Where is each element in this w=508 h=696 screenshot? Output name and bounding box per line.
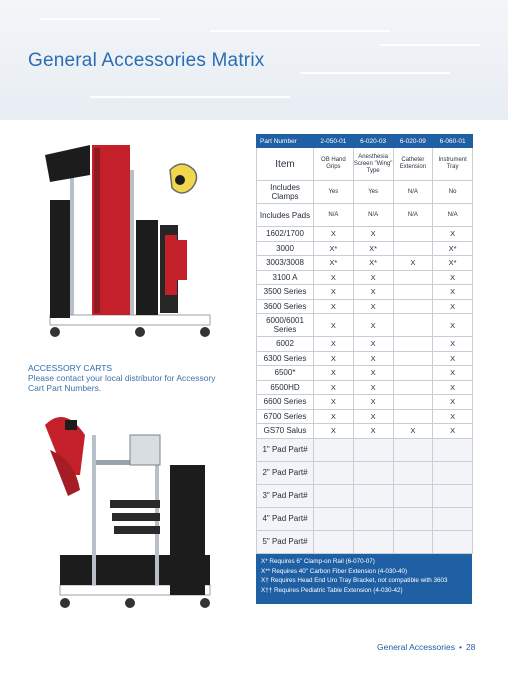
matrix-cell bbox=[433, 438, 473, 461]
matrix-cell: N/A bbox=[393, 204, 433, 227]
table-row bbox=[257, 438, 473, 461]
matrix-cell: X bbox=[314, 366, 354, 381]
matrix-cell bbox=[353, 530, 393, 553]
matrix-cell bbox=[393, 438, 433, 461]
matrix-cell bbox=[393, 530, 433, 553]
part-number-row bbox=[257, 135, 473, 148]
matrix-cell: X* bbox=[433, 241, 473, 256]
matrix-cell: Yes bbox=[314, 181, 354, 204]
table-row bbox=[257, 337, 473, 352]
table-row bbox=[257, 380, 473, 395]
row-label: 6300 Series bbox=[257, 351, 314, 366]
row-label: 3600 Series bbox=[257, 299, 314, 314]
footnote: X** Requires 40" Carbon Fiber Extension (4-030-40) bbox=[261, 567, 408, 575]
matrix-cell: X bbox=[433, 366, 473, 381]
matrix-cell bbox=[393, 270, 433, 285]
matrix-cell: X bbox=[433, 270, 473, 285]
matrix-cell: X bbox=[433, 337, 473, 352]
matrix-cell bbox=[353, 484, 393, 507]
matrix-cell: X bbox=[393, 256, 433, 271]
matrix-cell: X bbox=[314, 351, 354, 366]
matrix-cell: N/A bbox=[393, 181, 433, 204]
matrix-cell: X bbox=[314, 285, 354, 300]
accessory-cart-image-2 bbox=[30, 405, 230, 627]
row-label: 6500* bbox=[257, 366, 314, 381]
item-name-cell: Catheter Extension bbox=[393, 148, 433, 181]
matrix-cell bbox=[393, 409, 433, 424]
table-row bbox=[257, 409, 473, 424]
matrix-cell bbox=[393, 380, 433, 395]
row-label: 6000/6001 Series bbox=[257, 314, 314, 337]
matrix-cell bbox=[314, 461, 354, 484]
table-row bbox=[257, 314, 473, 337]
table-row bbox=[257, 461, 473, 484]
footnote: X†† Requires Pediatric Table Extension (4-030-42) bbox=[261, 586, 403, 594]
matrix-cell: X bbox=[393, 424, 433, 439]
matrix-cell: X bbox=[314, 299, 354, 314]
matrix-cell bbox=[353, 438, 393, 461]
matrix-cell bbox=[433, 461, 473, 484]
matrix-cell bbox=[393, 299, 433, 314]
row-label: 3003/3008 bbox=[257, 256, 314, 271]
matrix-cell: X bbox=[353, 314, 393, 337]
matrix-cell: X bbox=[353, 351, 393, 366]
row-label: 6002 bbox=[257, 337, 314, 352]
footnote: X† Requires Head End Uro Tray Bracket, not compatible with 3603 bbox=[261, 577, 448, 584]
matrix-cell: X bbox=[353, 337, 393, 352]
part-number-cell: 6-020-03 bbox=[353, 135, 393, 148]
matrix-cell bbox=[393, 484, 433, 507]
matrix-cell: X bbox=[433, 424, 473, 439]
matrix-cell bbox=[314, 530, 354, 553]
table-row bbox=[257, 366, 473, 381]
table-row bbox=[257, 299, 473, 314]
matrix-cell: X bbox=[353, 395, 393, 410]
table-row bbox=[257, 241, 473, 256]
matrix-cell: X bbox=[314, 227, 354, 242]
row-label: GS70 Salus bbox=[257, 424, 314, 439]
page-number: 28 bbox=[465, 642, 476, 652]
table-row bbox=[257, 530, 473, 553]
matrix-cell bbox=[393, 461, 433, 484]
matrix-cell: X bbox=[433, 395, 473, 410]
page-footer bbox=[377, 642, 475, 652]
matrix-cell bbox=[393, 314, 433, 337]
matrix-cell bbox=[393, 241, 433, 256]
matrix-cell: X bbox=[314, 409, 354, 424]
matrix-cell: X bbox=[314, 314, 354, 337]
matrix-cell: N/A bbox=[314, 204, 354, 227]
matrix-cell: X bbox=[433, 351, 473, 366]
table-row bbox=[257, 270, 473, 285]
item-label: Item bbox=[257, 148, 314, 181]
matrix-cell bbox=[433, 507, 473, 530]
row-label: 6700 Series bbox=[257, 409, 314, 424]
item-name-cell: Anesthesia Screen "Wing" Type bbox=[353, 148, 393, 181]
item-name-cell: OB Hand Grips bbox=[314, 148, 354, 181]
matrix-cell: X bbox=[433, 380, 473, 395]
matrix-cell: X bbox=[353, 424, 393, 439]
matrix-cell bbox=[353, 461, 393, 484]
row-label: Includes Clamps bbox=[257, 181, 314, 204]
part-number-label: Part Number bbox=[257, 135, 314, 148]
item-name-cell: Instrument Tray bbox=[433, 148, 473, 181]
matrix-cell: N/A bbox=[353, 204, 393, 227]
matrix-cell: X bbox=[314, 380, 354, 395]
caption-title: ACCESSORY CARTS bbox=[28, 363, 113, 373]
table-row bbox=[257, 204, 473, 227]
matrix-cell: X bbox=[433, 314, 473, 337]
matrix-cell: X bbox=[314, 270, 354, 285]
matrix-cell: X* bbox=[353, 241, 393, 256]
matrix-cell: X* bbox=[433, 256, 473, 271]
footnote: X* Requires 6" Clamp-on Rail (6-070-07) bbox=[261, 558, 375, 565]
matrix-cell: X bbox=[314, 424, 354, 439]
matrix-cell bbox=[314, 484, 354, 507]
matrix-cell bbox=[393, 395, 433, 410]
matrix-cell: X bbox=[433, 299, 473, 314]
matrix-cell: X* bbox=[314, 256, 354, 271]
matrix-cell: X bbox=[353, 299, 393, 314]
matrix-cell: X bbox=[353, 227, 393, 242]
page-title: General Accessories Matrix bbox=[28, 50, 265, 71]
part-number-cell: 6-060-01 bbox=[433, 135, 473, 148]
footer-section: General Accessories bbox=[377, 642, 455, 652]
table-row bbox=[257, 181, 473, 204]
matrix-cell bbox=[393, 507, 433, 530]
caption-text: Please contact your local distributor for Accessory Cart Part Numbers. bbox=[28, 373, 216, 393]
matrix-cell: X bbox=[433, 409, 473, 424]
matrix-cell: X bbox=[353, 285, 393, 300]
matrix-cell bbox=[393, 285, 433, 300]
row-label: Includes Pads bbox=[257, 204, 314, 227]
matrix-cell: X bbox=[353, 366, 393, 381]
row-label: 3" Pad Part# bbox=[257, 484, 314, 507]
matrix-cell bbox=[393, 366, 433, 381]
matrix-cell: X bbox=[433, 285, 473, 300]
matrix-cell bbox=[393, 337, 433, 352]
matrix-cell bbox=[393, 351, 433, 366]
accessory-cart-image-1 bbox=[30, 140, 230, 350]
matrix-cell: X bbox=[314, 395, 354, 410]
part-number-cell: 6-020-09 bbox=[393, 135, 433, 148]
table-row bbox=[257, 256, 473, 271]
row-label: 6500HD bbox=[257, 380, 314, 395]
matrix-cell: X* bbox=[314, 241, 354, 256]
matrix-cell: X bbox=[433, 227, 473, 242]
matrix-cell bbox=[353, 507, 393, 530]
matrix-body bbox=[257, 181, 473, 554]
matrix-cell: X bbox=[353, 380, 393, 395]
matrix-cell: Yes bbox=[353, 181, 393, 204]
row-label: 3500 Series bbox=[257, 285, 314, 300]
row-label: 1602/1700 bbox=[257, 227, 314, 242]
matrix-cell bbox=[314, 507, 354, 530]
table-row bbox=[257, 484, 473, 507]
row-label: 4" Pad Part# bbox=[257, 507, 314, 530]
table-row bbox=[257, 351, 473, 366]
table-row bbox=[257, 424, 473, 439]
matrix-cell bbox=[314, 438, 354, 461]
matrix-cell: X bbox=[353, 270, 393, 285]
table-row bbox=[257, 395, 473, 410]
part-number-cell: 2-050-01 bbox=[314, 135, 354, 148]
footnotes-box bbox=[256, 554, 472, 604]
matrix-cell: X* bbox=[353, 256, 393, 271]
row-label: 3100 A bbox=[257, 270, 314, 285]
table-row bbox=[257, 285, 473, 300]
matrix-cell bbox=[393, 227, 433, 242]
matrix-cell: X bbox=[353, 409, 393, 424]
matrix-cell: No bbox=[433, 181, 473, 204]
matrix-cell: X bbox=[314, 337, 354, 352]
row-label: 5" Pad Part# bbox=[257, 530, 314, 553]
item-row bbox=[257, 148, 473, 181]
matrix-cell bbox=[433, 530, 473, 553]
row-label: 1" Pad Part# bbox=[257, 438, 314, 461]
table-row bbox=[257, 507, 473, 530]
table-row bbox=[257, 227, 473, 242]
row-label: 2" Pad Part# bbox=[257, 461, 314, 484]
matrix-cell: N/A bbox=[433, 204, 473, 227]
accessories-matrix-table bbox=[256, 134, 473, 554]
row-label: 6600 Series bbox=[257, 395, 314, 410]
row-label: 3000 bbox=[257, 241, 314, 256]
footer-separator: • bbox=[458, 642, 462, 652]
matrix-cell bbox=[433, 484, 473, 507]
